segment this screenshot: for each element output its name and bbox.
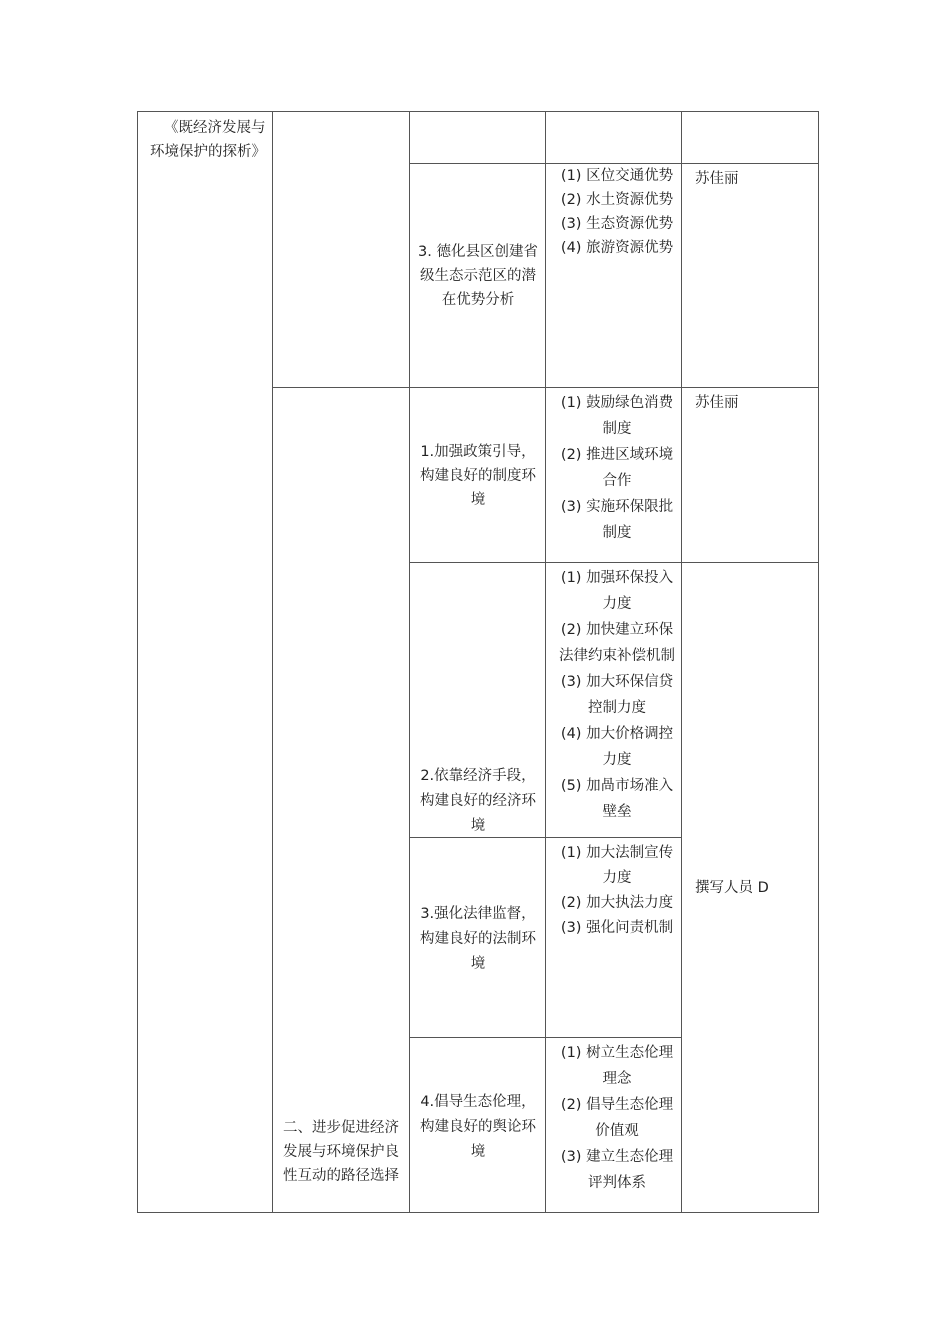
list-item: (3) 建立生态伦理评判体系 xyxy=(560,1149,674,1191)
list-item: (5) 加咼市场准入壁垒 xyxy=(560,778,674,820)
list-item: (1) 树立生态伦理理念 xyxy=(560,1045,674,1087)
article-title: 《既经济发展与环境保护的探析》 xyxy=(150,120,266,160)
list-item: (2) 加大执法力度 xyxy=(560,895,674,911)
table-border-right xyxy=(818,111,819,1213)
topic-cell-row5: 4.倡导生态伦理，构建良好的舆论环境 xyxy=(420,1094,536,1160)
col-divider-3 xyxy=(545,111,546,1213)
list-item: (3) 加大环保信贷控制力度 xyxy=(560,674,674,716)
list-item: (3) 生态资源优势 xyxy=(560,216,674,232)
points-cell-row5 xyxy=(559,1040,675,1196)
points-cell-row1 xyxy=(559,164,675,260)
author-cell-row1: 苏佳丽 xyxy=(695,171,739,187)
row-divider-4 xyxy=(409,837,682,838)
list-item: (3) 实施环保限批制度 xyxy=(560,499,674,541)
list-item: (2) 水土资源优势 xyxy=(560,192,674,208)
author-cell-row2: 苏佳丽 xyxy=(695,395,739,411)
section-two-heading: 二、进步促进经济发展与环境保护良性互动的路径选择 xyxy=(283,1120,399,1184)
topic-cell-row2: 1.加强政策引导，构建良好的制度环境 xyxy=(420,444,536,508)
table-border-bottom xyxy=(137,1212,819,1213)
table-border-top xyxy=(137,111,819,112)
list-item: (2) 加快建立环保法律约束补偿机制 xyxy=(559,622,675,664)
col-divider-1 xyxy=(272,111,273,1213)
list-item: (1) 加强环保投入力度 xyxy=(560,570,674,612)
points-cell-row4 xyxy=(559,841,675,941)
row-divider-2 xyxy=(272,387,819,388)
author-cell-merged: 撰写人员 D xyxy=(695,880,769,896)
points-cell-row3 xyxy=(557,565,677,837)
list-item: (4) 旅游资源优势 xyxy=(560,240,674,256)
points-cell-row2 xyxy=(559,390,675,546)
topic-cell-row3: 2.依靠经济手段，构建良好的经济环境 xyxy=(420,768,536,834)
topic-cell-row4: 3.强化法律监督，构建良好的法制环境 xyxy=(420,906,536,972)
topic-cell-row1: 3. 德化县区创建省级生态示范区的潜在优势分析 xyxy=(418,244,538,308)
table-border-left xyxy=(137,111,138,1213)
col-divider-2 xyxy=(409,111,410,1213)
list-item: (1) 加大法制宣传力度 xyxy=(560,845,674,886)
list-item: (2) 倡导生态伦理价值观 xyxy=(560,1097,674,1139)
list-item: (2) 推进区域环境合作 xyxy=(560,447,674,489)
col-divider-4 xyxy=(681,111,682,1213)
row-divider-3 xyxy=(409,562,819,563)
list-item: (4) 加大价格调控力度 xyxy=(560,726,674,768)
list-item: (3) 强化问责机制 xyxy=(560,920,674,936)
list-item: (1) 区位交通优势 xyxy=(560,168,674,184)
row-divider-5 xyxy=(409,1037,682,1038)
list-item: (1) 鼓励绿色消费制度 xyxy=(560,395,674,437)
